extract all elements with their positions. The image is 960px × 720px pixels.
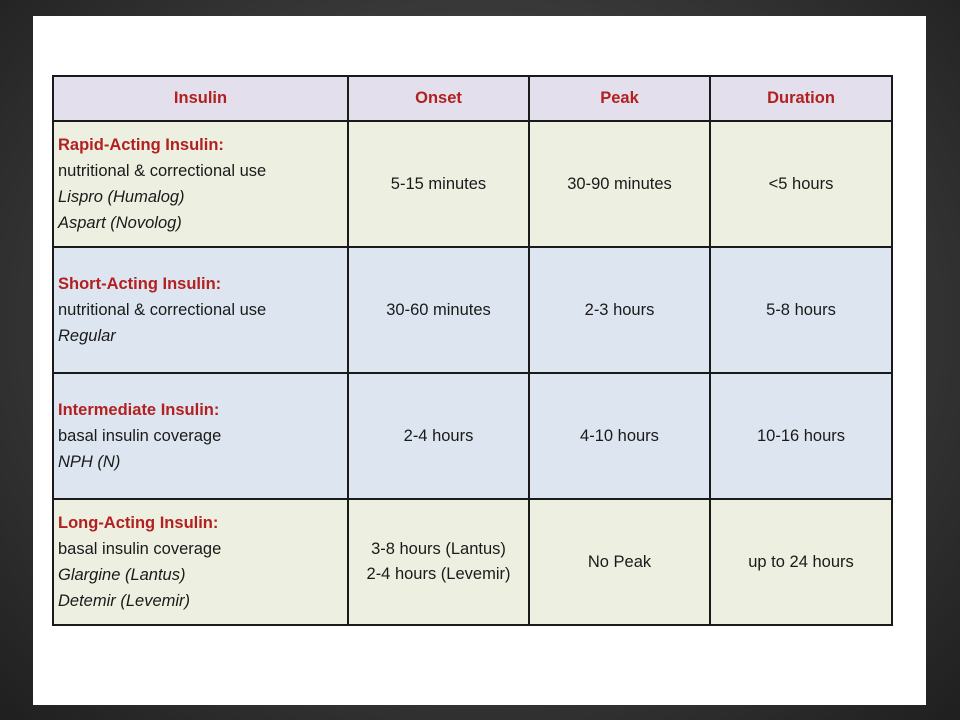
header-onset: Onset [348, 76, 529, 121]
insulin-type-title: Intermediate Insulin: [58, 401, 220, 419]
onset-value: 5-15 minutes [390, 174, 487, 193]
header-peak: Peak [529, 76, 710, 121]
onset-cell [348, 499, 529, 625]
table-row-long-acting [53, 499, 892, 625]
onset-value: 2-4 hours (Levemir) [366, 565, 511, 583]
table-row-intermediate [53, 373, 892, 499]
insulin-brand: Regular [58, 327, 116, 345]
insulin-cell [53, 373, 348, 499]
table-row-short-acting [53, 247, 892, 373]
onset-value: 2-4 hours [403, 426, 474, 445]
insulin-brand: Glargine (Lantus) [58, 566, 186, 584]
header-duration: Duration [710, 76, 892, 121]
insulin-cell [53, 247, 348, 373]
peak-cell: 2-3 hours [529, 247, 710, 373]
insulin-brand: Aspart (Novolog) [58, 214, 182, 232]
insulin-usage: nutritional & correctional use [58, 301, 267, 319]
insulin-brand: NPH (N) [58, 453, 121, 471]
insulin-comparison-table [52, 75, 893, 626]
duration-cell: 5-8 hours [710, 247, 892, 373]
insulin-usage: nutritional & correctional use [58, 162, 267, 180]
duration-cell: <5 hours [710, 121, 892, 247]
onset-cell [348, 373, 529, 499]
insulin-cell [53, 499, 348, 625]
header-insulin: Insulin [53, 76, 348, 121]
insulin-brand: Lispro (Humalog) [58, 188, 185, 206]
onset-value: 30-60 minutes [386, 300, 491, 319]
peak-cell: 4-10 hours [529, 373, 710, 499]
onset-cell [348, 247, 529, 373]
peak-cell: 30-90 minutes [529, 121, 710, 247]
insulin-type-title: Rapid-Acting Insulin: [58, 136, 224, 154]
onset-value: 3-8 hours (Lantus) [371, 540, 506, 558]
insulin-brand: Detemir (Levemir) [58, 592, 191, 610]
onset-cell [348, 121, 529, 247]
insulin-type-title: Short-Acting Insulin: [58, 275, 222, 293]
header-row [53, 76, 892, 121]
duration-cell: up to 24 hours [710, 499, 892, 625]
insulin-usage: basal insulin coverage [58, 540, 222, 558]
duration-cell: 10-16 hours [710, 373, 892, 499]
insulin-cell [53, 121, 348, 247]
insulin-type-title: Long-Acting Insulin: [58, 514, 219, 532]
peak-cell: No Peak [529, 499, 710, 625]
table-row-rapid-acting [53, 121, 892, 247]
slide [33, 16, 926, 705]
insulin-usage: basal insulin coverage [58, 427, 222, 445]
